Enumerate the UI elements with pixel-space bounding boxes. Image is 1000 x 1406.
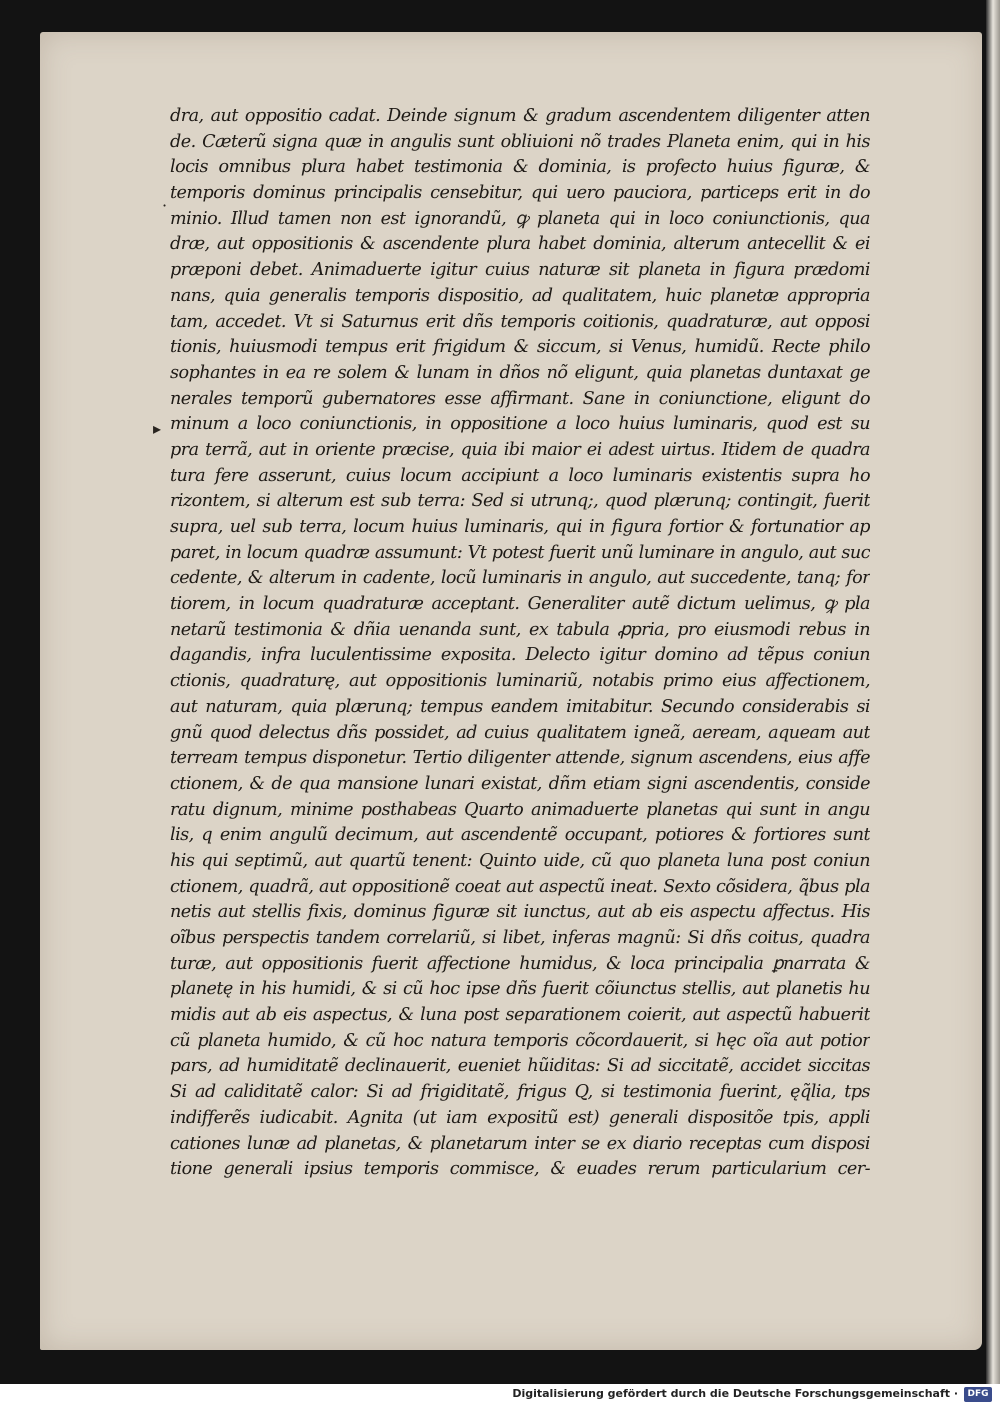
margin-mark: ▸ (153, 419, 162, 438)
footer-credit: Digitalisierung gefördert durch die Deutsche Forschungsgemeinschaft · (512, 1387, 958, 1400)
text-line: dagandis, infra luculentissime exposita. Delecto igitur domino ad tẽpus coniun (170, 645, 870, 666)
text-line: lis, q enim angulũ decimum, aut ascendentẽ occupant, potiores & fortiores sunt (170, 825, 870, 846)
text-line: ctionem, quadrã, aut oppositionẽ coeat aut aspectũ ineat. Sexto cõsidera, q̃bus pla (170, 876, 870, 897)
text-line: netis aut stellis fixis, dominus figuræ sit iunctus, aut ab eis aspectu affectus. His (170, 902, 870, 923)
text-line: dra, aut oppositio cadat. Deinde signum & gradum ascendentem diligenter atten (170, 106, 870, 126)
text-line: aut naturam, quia plærunq; tempus eandem imitabitur. Secundo considerabis si (170, 696, 870, 717)
text-line: dræ, aut oppositionis & ascendente plura habet dominia, alterum antecellit & ei (170, 234, 870, 255)
text-line: sophantes in ea re solem & lunam in dños nõ eligunt, quia planetas duntaxat ge (170, 362, 870, 383)
text-line: minio. Illud tamen non est ignorandũ, ꝙ planeta qui in loco coniunctionis, qua (170, 208, 870, 229)
text-line: rizontem, si alterum est sub terra: Sed si utrunq;, quod plærunq; contingit, fuerit (170, 491, 870, 512)
book-edge (986, 0, 1000, 1384)
text-line: netarũ testimonia & dñia uenanda sunt, ex tabula ꝓpria, pro eiusmodi rebus in (170, 619, 870, 640)
text-line: tam, accedet. Vt si Saturnus erit dñs temporis coitionis, quadraturæ, aut opposi (170, 311, 870, 332)
text-line: turæ, aut oppositionis fuerit affectione humidus, & loca principalia ꝑnarrata & (170, 953, 870, 974)
text-line: tione generali ipsius temporis commisce, & euades rerum particularium cer- (170, 1159, 870, 1180)
text-line: pars, ad humiditatẽ declinauerit, eueniet hũiditas: Si ad siccitatẽ, accidet siccitas (170, 1056, 870, 1077)
text-line: temporis dominus principalis censebitur, qui uero pauciora, particeps erit in do (170, 183, 870, 204)
text-line: cedente, & alterum in cadente, locũ luminaris in angulo, aut succedente, tanq; for (170, 568, 870, 589)
dfg-logo: DFG (964, 1387, 992, 1402)
text-line: minum a loco coniunctionis, in oppositione a loco huius luminaris, quod est su (170, 414, 870, 435)
text-line: paret, in locum quadræ assumunt: Vt potest fuerit unũ luminare in angulo, aut suc (170, 542, 870, 563)
margin-mark: · (162, 196, 168, 215)
text-line: tionis, huiusmodi tempus erit frigidum & siccum, si Venus, humidũ. Recte philo (170, 337, 870, 358)
text-line: ctionis, quadraturę, aut oppositionis luminariũ, notabis primo eius affectionem, (170, 671, 870, 692)
text-line: indifferẽs iudicabit. Agnita (ut iam expositũ est) generali dispositõe tpis, appli (170, 1107, 870, 1128)
text-line: midis aut ab eis aspectus, & luna post separationem coierit, aut aspectũ habuerit (170, 1005, 870, 1026)
text-line: locis omnibus plura habet testimonia & dominia, is profecto huius figuræ, & (170, 157, 870, 178)
text-line: tiorem, in locum quadraturæ acceptant. Generaliter autẽ dictum uelimus, ꝙ pla (170, 594, 870, 615)
text-line: nans, quia generalis temporis dispositio, ad qualitatem, huic planetæ appropria (170, 285, 870, 306)
text-line: supra, uel sub terra, locum huius luminaris, qui in figura fortior & fortunatior ap (170, 517, 870, 537)
footer-bar (0, 1384, 1000, 1406)
text-line: ctionem, & de qua mansione lunari existat, dñm etiam signi ascendentis, conside (170, 773, 870, 794)
text-line: cationes lunæ ad planetas, & planetarum inter se ex diario receptas cum disposi (170, 1133, 870, 1154)
text-line: nerales temporũ gubernatores esse affirmant. Sane in coniunctione, eligunt do (170, 388, 870, 409)
text-line: ratu dignum, minime posthabeas Quarto animaduerte planetas qui sunt in angu (170, 799, 870, 820)
text-line: præponi debet. Animaduerte igitur cuius naturæ sit planeta in figura prædomi (170, 260, 870, 281)
text-line: pra terrã, aut in oriente præcise, quia ibi maior ei adest uirtus. Itidem de quadra (170, 439, 870, 460)
book-page (40, 32, 982, 1350)
text-line: gnũ quod delectus dñs possidet, ad cuius qualitatem igneã, aeream, aqueam aut (170, 722, 870, 743)
text-line: planetę in his humidi, & si cũ hoc ipse dñs fuerit cõiunctus stellis, aut planetis hu (170, 979, 870, 1000)
text-line: tura fere asserunt, cuius locum accipiunt a loco luminaris existentis supra ho (170, 465, 870, 486)
latin-text-block (170, 104, 870, 1183)
text-line: his qui septimũ, aut quartũ tenent: Quinto uide, cũ quo planeta luna post coniun (170, 850, 870, 871)
text-line: cũ planeta humido, & cũ hoc natura temporis cõcordauerit, si hęc oĩa aut potior (170, 1030, 870, 1051)
text-line: terream tempus disponetur. Tertio diligenter attende, signum ascendens, eius affe (170, 748, 870, 769)
text-line: Si ad caliditatẽ calor: Si ad frigiditatẽ, frigus Q, si testimonia fuerint, ęq̃lia, tps (170, 1082, 870, 1103)
text-line: de. Cæterũ signa quæ in angulis sunt obliuioni nõ trades Planeta enim, qui in his (170, 131, 870, 152)
text-line: oĩbus perspectis tandem correlariũ, si libet, inferas magnũ: Si dñs coitus, quadra (170, 928, 870, 948)
